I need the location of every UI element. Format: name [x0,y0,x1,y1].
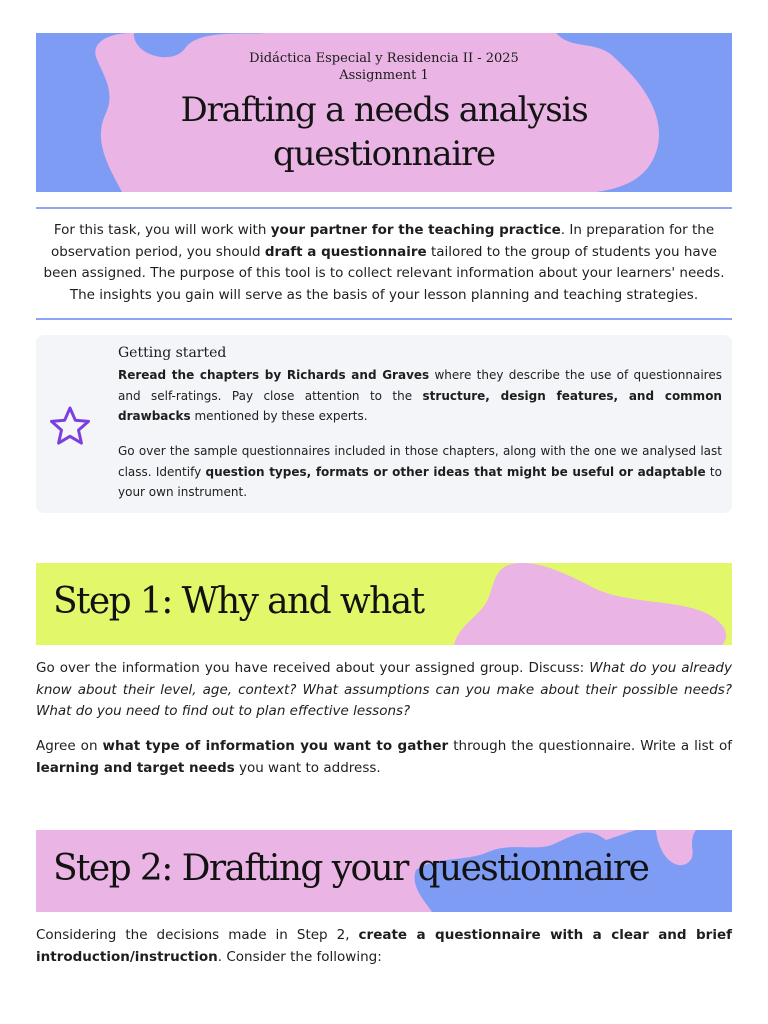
page-title [36,88,732,176]
step1-paragraph-1: Go over the information you have received about your assigned group. Discuss: What do you already know about their level, age, context? What assumptions can you make about their possible needs? What do you need to find out to plan effective lessons? [36,660,732,719]
header-banner [36,33,732,192]
getting-started-paragraph-1: Reread the chapters by Richards and Graves where they describe the use of questionnaires and self-ratings. Pay close attention to the structure, design features, and common drawbacks mentioned by these experts. [118,368,722,423]
page-title-line2: questionnaire [273,134,495,174]
getting-started-paragraph-2: Go over the sample questionnaires included in those chapters, along with the one we analysed last class. Identify question types, formats or other ideas that might be useful or adaptable to your own instrument. [118,444,722,499]
star-icon [48,405,92,447]
step2-title: Step 2: Drafting your questionnaire [53,848,649,889]
step1-banner [36,563,732,645]
getting-started-card [36,335,732,513]
assignment-label: Assignment 1 [339,68,429,83]
step1-paragraph-2: Agree on what type of information you want to gather through the questionnaire. Write a list of learning and target needs you want to address. [36,738,732,776]
intro-paragraph: For this task, you will work with your partner for the teaching practice. In preparation for the observation period, you should draft a questionnaire tailored to the group of students you have been assigned. The purpose of this tool is to collect relevant information about your learners' needs. The insights you gain will serve as the basis of your lesson planning and teaching strategies. [43,222,725,303]
divider-top [36,207,732,209]
course-name: Didáctica Especial y Residencia II - 2025 [249,51,519,66]
step2-paragraph-1: Considering the decisions made in Step 2, create a questionnaire with a clear and brief introduction/instruction. Consider the following: [36,927,732,965]
divider-bottom [36,318,732,320]
getting-started-title: Getting started [118,345,227,361]
step1-title: Step 1: Why and what [53,581,424,622]
step2-banner [36,830,732,912]
page-title-line1: Drafting a needs analysis [180,90,588,130]
